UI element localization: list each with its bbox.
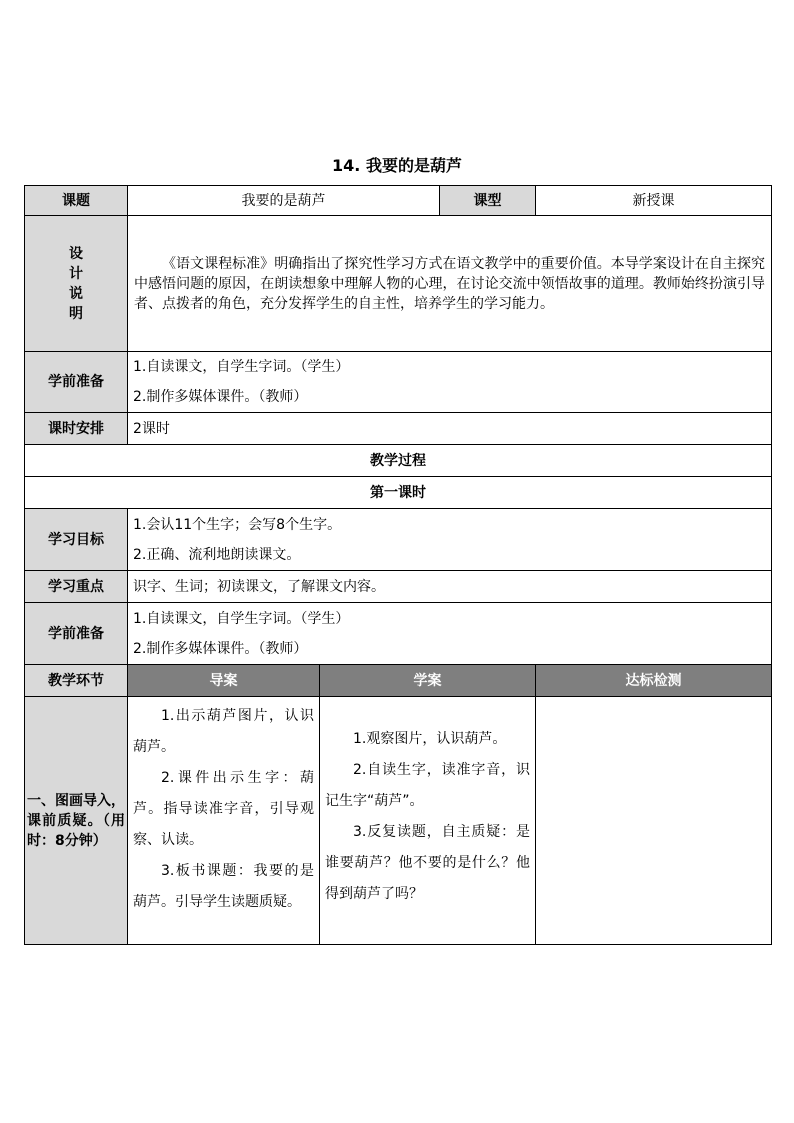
design-text: 《语文课程标准》明确指出了探究性学习方式在语文教学中的重要价值。本导学案设计在自主探究中感悟问题的原因，在朗读想象中理解人物的心理，在讨论交流中领悟故事的道理。教师始终扮演引导者、点拨者的角色，充分发挥学生的自主性，培养学生的学习能力。	[128, 216, 772, 352]
document-title: 14. 我要的是葫芦	[332, 156, 462, 175]
lesson1-title: 第一课时	[25, 477, 772, 509]
goals-row	[25, 509, 772, 571]
stage1-study	[320, 697, 536, 945]
prep-label-2: 学前准备	[25, 603, 128, 665]
prep-label-1: 学前准备	[25, 352, 128, 413]
goals-label: 学习目标	[25, 509, 128, 571]
stage1-row	[25, 697, 772, 945]
topic-row	[25, 186, 772, 216]
prep-item: 2.制作多媒体课件。（教师）	[133, 640, 308, 657]
lesson1-title-row	[25, 477, 772, 509]
goal-item: 1.会认11个生字；会写8个生字。	[133, 516, 342, 533]
design-label-char: 计	[69, 265, 83, 282]
topic-label: 课题	[25, 186, 128, 216]
focus-value: 识字、生词；初读课文，了解课文内容。	[128, 571, 772, 603]
guide-column-header: 导案	[128, 665, 320, 697]
goal-item: 2.正确、流利地朗读课文。	[133, 546, 301, 563]
design-label-char: 明	[69, 305, 83, 322]
study-step: 2.自读生字，读准字音，识记生字“葫芦”。	[325, 762, 530, 809]
design-label-char: 说	[69, 285, 83, 302]
focus-row	[25, 571, 772, 603]
hours-value: 2课时	[128, 413, 772, 445]
study-column-header: 学案	[320, 665, 536, 697]
prep-item: 1.自读课文，自学生字词。（学生）	[133, 610, 350, 627]
process-title: 教学过程	[25, 445, 772, 477]
focus-label: 学习重点	[25, 571, 128, 603]
stage1-guide	[128, 697, 320, 945]
stage1-name: 一、图画导入，课前质疑。（用时：8分钟）	[25, 697, 128, 945]
design-label	[25, 216, 128, 352]
prep-items-1	[128, 352, 772, 413]
goals-items	[128, 509, 772, 571]
lesson-plan-table	[24, 185, 772, 945]
hours-row	[25, 413, 772, 445]
type-value: 新授课	[536, 186, 772, 216]
design-row	[25, 216, 772, 352]
prep-row-1	[25, 352, 772, 413]
hours-label: 课时安排	[25, 413, 128, 445]
prep-item: 1.自读课文，自学生字词。（学生）	[133, 359, 350, 375]
guide-step: 2.课件出示生字：葫芦。指导读准字音，引导观察、认读。	[133, 770, 314, 848]
design-label-char: 设	[69, 245, 83, 262]
prep-row-2	[25, 603, 772, 665]
stage-column-header: 教学环节	[25, 665, 128, 697]
column-header-row	[25, 665, 772, 697]
study-step: 1.观察图片，认识葫芦。	[353, 731, 507, 747]
guide-step: 3.板书课题：我要的是葫芦。引导学生读题质疑。	[133, 863, 314, 910]
check-column-header: 达标检测	[536, 665, 772, 697]
prep-items-2	[128, 603, 772, 665]
guide-step: 1.出示葫芦图片，认识葫芦。	[133, 708, 314, 755]
process-title-row	[25, 445, 772, 477]
prep-item: 2.制作多媒体课件。（教师）	[133, 389, 308, 405]
stage1-check	[536, 697, 772, 945]
type-label: 课型	[440, 186, 536, 216]
topic-value: 我要的是葫芦	[128, 186, 440, 216]
study-step: 3.反复读题，自主质疑：是谁要葫芦？他不要的是什么？他得到葫芦了吗？	[325, 824, 530, 902]
